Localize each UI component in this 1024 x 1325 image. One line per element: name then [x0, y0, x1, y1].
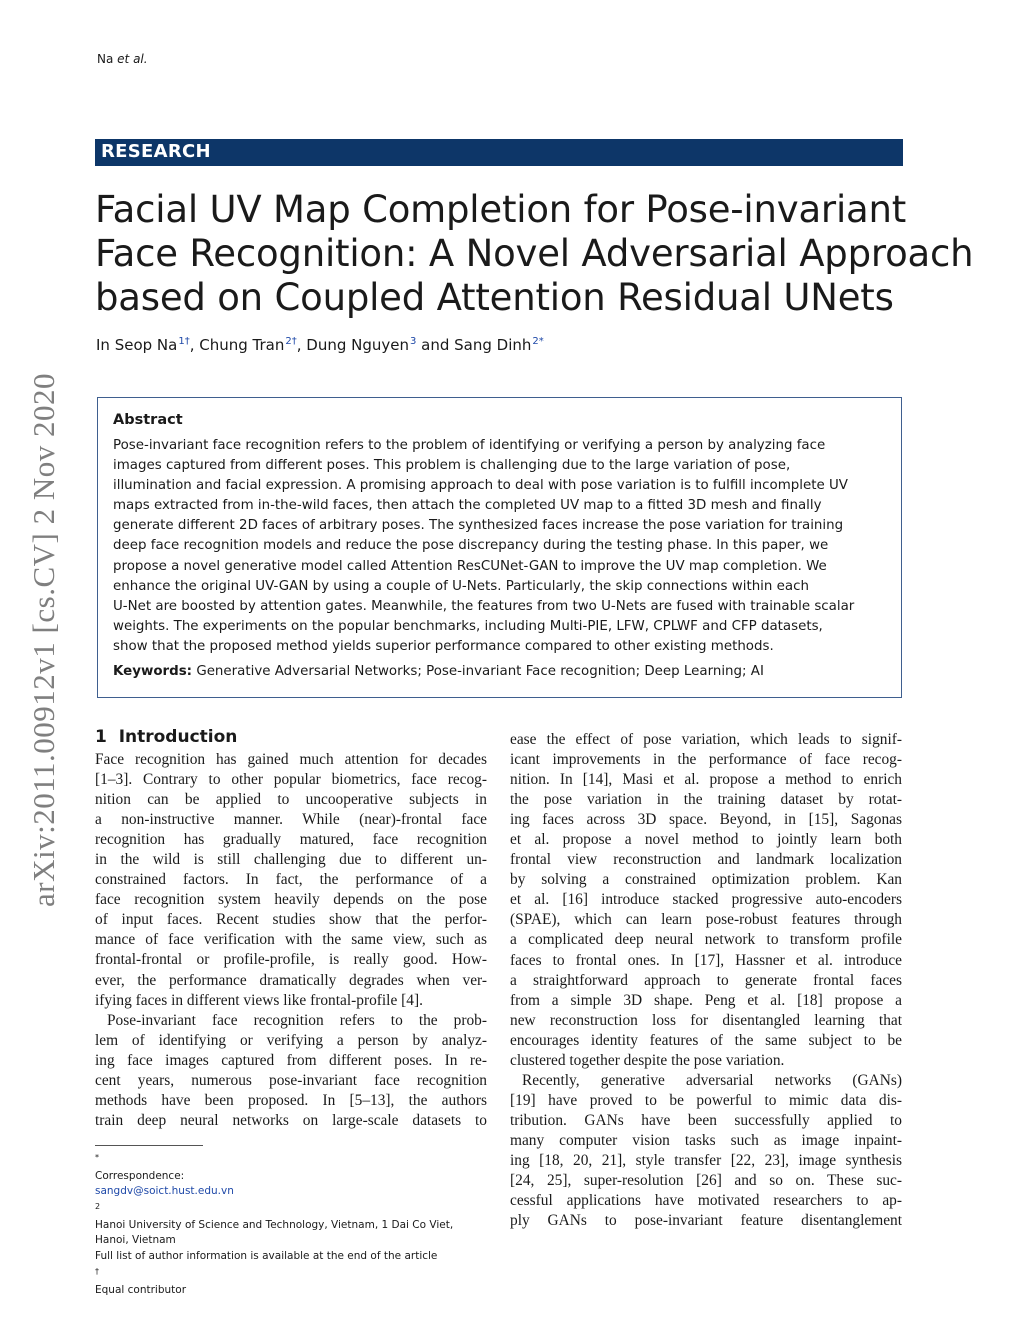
- body-line: ing face images captured from different poses. In re-: [95, 1051, 487, 1069]
- correspondence-email-link[interactable]: sangdv@soict.hust.edu.vn: [95, 1185, 234, 1198]
- section-heading-introduction: [95, 727, 237, 747]
- author-affiliation-mark[interactable]: 3: [410, 336, 417, 347]
- body-line: ever, the performance dramatically degrades when ver-: [95, 971, 487, 989]
- body-line: the pose variation in the training dataset by rotat-: [510, 791, 902, 809]
- abstract-line: deep face recognition models and reduce the pose discrepancy during the testing phase. In this paper, we: [113, 538, 829, 554]
- body-column-left: [95, 750, 487, 1131]
- body-line: lem of identifying or verifying a person by analyz-: [95, 1031, 487, 1049]
- body-line: a non-instructive manner. While (near)-frontal face: [95, 811, 487, 829]
- section-label: RESEARCH: [101, 141, 211, 162]
- abstract-line: illumination and facial expression. A promising approach to deal with pose variation is to fulfill incomplete UV: [113, 478, 848, 494]
- abstract-line: generate different 2D faces of arbitrary poses. The synthesized faces increase the pose variation for training: [113, 518, 844, 534]
- body-line: et al. [16] introduce stacked progressive auto-encoders: [510, 891, 902, 909]
- footnote-mark: *: [95, 1153, 99, 1162]
- body-line: clustered together despite the pose variation.: [510, 1051, 785, 1069]
- author-affiliation-mark[interactable]: 1†: [178, 336, 190, 347]
- body-line: nition. In [14], Masi et al. propose a method to enrich: [510, 771, 902, 789]
- body-line: (SPAE), which can learn pose-robust features through: [510, 911, 902, 929]
- author-name: In Seop Na: [96, 336, 178, 354]
- footnote-affiliation-cont: Hanoi, Vietnam: [95, 1234, 176, 1247]
- body-line: of input faces. Recent studies show that the perfor-: [95, 911, 487, 929]
- footnote-full-list: Full list of author information is available at the end of the article: [95, 1249, 438, 1262]
- footnote-equal-contributor: [95, 1264, 487, 1298]
- author-separator: ,: [296, 336, 307, 354]
- abstract-line: Pose-invariant face recognition refers to the problem of identifying or verifying a person by analyzing face: [113, 438, 826, 453]
- body-line: tribution. GANs have been successfully applied to: [510, 1111, 902, 1129]
- body-line: icant improvements in the performance of face recog-: [510, 751, 902, 769]
- author-affiliation-mark[interactable]: 2†: [285, 336, 297, 347]
- body-line: [24, 25], super-resolution [26] and so on. These suc-: [510, 1172, 902, 1190]
- footnote-label: Correspondence:: [95, 1170, 185, 1183]
- body-line: encourages identity features of the same subject to be: [510, 1031, 902, 1049]
- body-line: by solving a constrained optimization problem. Kan: [510, 871, 902, 889]
- abstract-line: enhance the original UV-GAN by using a couple of U-Nets. Particularly, the skip connections within each: [113, 578, 809, 594]
- footnote-mark: 2: [95, 1202, 101, 1212]
- body-line: faces to frontal ones. In [17], Hassner et al. introduce: [510, 951, 902, 969]
- body-line: ifying faces in different views like frontal-profile [4].: [95, 991, 423, 1009]
- body-line: cessful applications have motivated researchers to ap-: [510, 1192, 902, 1210]
- body-line: from a simple 3D shape. Peng et al. [18] propose a: [510, 991, 902, 1009]
- author-list: [96, 336, 544, 354]
- author-name: Dung Nguyen: [306, 336, 409, 354]
- running-head-author: Na: [97, 52, 114, 66]
- author-name: Chung Tran: [199, 336, 285, 354]
- body-line: cent years, numerous pose-invariant face recognition: [95, 1071, 487, 1089]
- title-line: Face Recognition: A Novel Adversarial Approach: [95, 232, 974, 275]
- abstract-line: propose a novel generative model called Attention ResCUNet-GAN to improve the UV map completion. We: [113, 558, 827, 574]
- footnote-mark: †: [95, 1266, 99, 1276]
- section-title: Introduction: [118, 727, 238, 747]
- footnote-text: Hanoi University of Science and Technology, Vietnam, 1 Dai Co Viet,: [95, 1219, 454, 1232]
- body-column-right: [510, 730, 902, 1231]
- body-line: [1–3]. Contrary to other popular biometrics, face recog-: [95, 771, 487, 789]
- body-line: a complicated deep neural network to transform profile: [510, 931, 902, 949]
- abstract-line: U-Net are boosted by attention gates. Meanwhile, the features from two U-Nets are fused with trainable scalar: [113, 598, 855, 614]
- body-line: Face recognition has gained much attention for decades: [95, 751, 487, 768]
- body-line: ing [18, 20, 21], style transfer [22, 23], image synthesis: [510, 1151, 902, 1169]
- body-line: face recognition system heavily depends on the pose: [95, 891, 487, 909]
- body-line: et al. propose a novel method to jointly learn both: [510, 831, 902, 849]
- abstract-box: [97, 397, 902, 698]
- running-head: [97, 52, 148, 66]
- footnote-divider: [95, 1145, 203, 1146]
- title-line: Facial UV Map Completion for Pose-invariant: [95, 188, 907, 231]
- body-line: a straightforward approach to generate frontal faces: [510, 971, 902, 989]
- author-separator: ,: [189, 336, 200, 354]
- body-line: constrained factors. In fact, the performance of a: [95, 871, 487, 889]
- abstract-line: show that the proposed method yields superior performance compared to other existing methods.: [113, 638, 774, 654]
- body-line: many computer vision tasks such as image inpaint-: [510, 1131, 902, 1149]
- section-banner: [95, 139, 903, 166]
- footnotes: [95, 1150, 487, 1298]
- body-line: in the wild is still challenging due to different un-: [95, 851, 487, 869]
- abstract-line: maps extracted from in-the-wild faces, then attach the completed UV map to a fitted 3D mesh and finally: [113, 498, 822, 514]
- running-head-etal: et al.: [117, 52, 148, 66]
- body-line: methods have been proposed. In [5–13], the authors: [95, 1091, 487, 1109]
- abstract-heading: Abstract: [113, 412, 183, 428]
- body-line: Recently, generative adversarial networks (GANs): [522, 1071, 902, 1089]
- body-line: train deep neural networks on large-scale datasets to: [95, 1111, 487, 1129]
- keywords-label: Keywords:: [113, 664, 193, 679]
- body-line: nition can be applied to uncooperative subjects in: [95, 791, 487, 809]
- footnote-correspondence: [95, 1150, 487, 1199]
- body-line: frontal-frontal or profile-profile, is really good. How-: [95, 951, 487, 969]
- footnote-text: Equal contributor: [95, 1283, 187, 1296]
- body-line: recognition has gradually matured, face recognition: [95, 831, 487, 849]
- body-line: ing faces across 3D space. Beyond, in [15], Sagonas: [510, 811, 902, 829]
- body-line: frontal view reconstruction and landmark localization: [510, 851, 902, 869]
- abstract-text: [113, 436, 854, 657]
- section-number: 1: [95, 727, 107, 747]
- abstract-line: weights. The experiments on the popular benchmarks, including Multi-PIE, LFW, CPLWF and CFP datasets,: [113, 618, 823, 634]
- title-line: based on Coupled Attention Residual UNets: [95, 276, 894, 319]
- body-line: ply GANs to pose-invariant feature disentanglement: [510, 1212, 902, 1230]
- body-line: Pose-invariant face recognition refers to the prob-: [107, 1011, 487, 1029]
- keywords: [113, 664, 764, 679]
- arxiv-identifier-stamp: arXiv:2011.00912v1 [cs.CV] 2 Nov 2020: [26, 373, 61, 907]
- author-name: Sang Dinh: [454, 336, 532, 354]
- body-line: [19] have proved to be powerful to mimic data dis-: [510, 1091, 902, 1109]
- author-affiliation-mark[interactable]: 2*: [532, 336, 544, 347]
- body-line: ease the effect of pose variation, which leads to signif-: [510, 731, 902, 748]
- paper-title: [95, 188, 974, 320]
- footnote-affiliation: [95, 1199, 487, 1233]
- abstract-line: images captured from different poses. This problem is challenging due to the large variation of pose,: [113, 458, 791, 474]
- author-separator: and: [416, 336, 455, 354]
- body-line: new reconstruction loss for disentangled learning that: [510, 1011, 902, 1029]
- body-line: mance of face verification with the same view, such as: [95, 931, 487, 949]
- keywords-text: Generative Adversarial Networks; Pose-invariant Face recognition; Deep Learning; AI: [196, 664, 764, 679]
